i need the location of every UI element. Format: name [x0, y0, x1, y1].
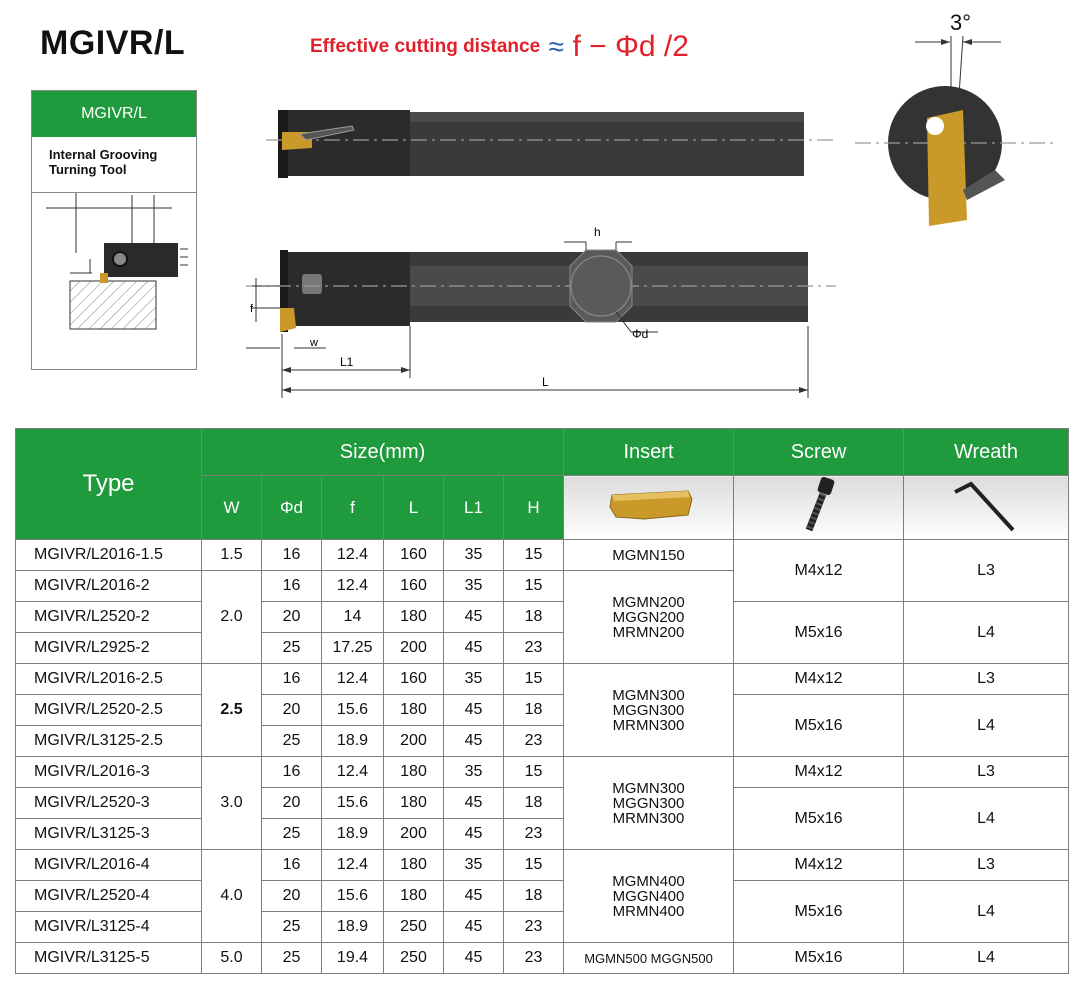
card-description — [32, 137, 196, 177]
cell-phi-d: 25 — [262, 726, 322, 757]
cell-l1: 45 — [444, 602, 504, 633]
header-insert: Insert — [564, 429, 734, 476]
cell-f: 12.4 — [322, 571, 384, 602]
cell-type: MGIVR/L2520-2 — [16, 602, 202, 633]
cell-phi-d: 16 — [262, 664, 322, 695]
cell-wreath: L4 — [904, 602, 1069, 664]
card-desc-line2: Turning Tool — [49, 162, 127, 177]
cell-l: 180 — [384, 757, 444, 788]
card-desc-line1: Internal Grooving — [49, 147, 158, 162]
cell-screw: M4x12 — [734, 664, 904, 695]
page-title: MGIVR/L — [40, 24, 186, 62]
cell-f: 18.9 — [322, 912, 384, 943]
effective-cutting-formula — [310, 30, 689, 64]
cell-phi-d: 25 — [262, 912, 322, 943]
cell-h: 15 — [504, 757, 564, 788]
cell-type: MGIVR/L2016-3 — [16, 757, 202, 788]
cell-f: 17.25 — [322, 633, 384, 664]
cell-insert: MGMN500 MGGN500 — [564, 943, 734, 974]
insert-code: MGGN300 — [612, 794, 685, 812]
table-row — [16, 943, 1069, 974]
cell-h: 23 — [504, 726, 564, 757]
header-wreath: Wreath — [904, 429, 1069, 476]
cell-l1: 45 — [444, 695, 504, 726]
insert-code: MGMN300 — [612, 779, 685, 797]
cell-l: 200 — [384, 819, 444, 850]
cell-f: 15.6 — [322, 788, 384, 819]
table-row — [16, 602, 1069, 633]
cell-l1: 45 — [444, 788, 504, 819]
dim-label-f: f — [250, 303, 254, 315]
insert-code: MRMN400 — [612, 902, 685, 920]
wrench-image-cell — [904, 476, 1069, 540]
header-size: Size(mm) — [202, 429, 564, 476]
table-row — [16, 850, 1069, 881]
dim-label-phi-d: Φd — [632, 327, 649, 341]
cell-l: 200 — [384, 726, 444, 757]
cell-phi-d: 20 — [262, 602, 322, 633]
cell-w: 3.0 — [202, 757, 262, 850]
cell-l1: 45 — [444, 726, 504, 757]
cell-wreath: L3 — [904, 850, 1069, 881]
spec-table — [15, 428, 1069, 974]
insert-code: MGMN400 — [612, 872, 685, 890]
cell-phi-d: 20 — [262, 695, 322, 726]
col-header-f: f — [322, 476, 384, 540]
cell-w: 2.0 — [202, 571, 262, 664]
cell-type: MGIVR/L3125-4 — [16, 912, 202, 943]
cell-h: 15 — [504, 571, 564, 602]
cell-screw: M5x16 — [734, 602, 904, 664]
cell-type: MGIVR/L2016-1.5 — [16, 540, 202, 571]
cell-h: 23 — [504, 912, 564, 943]
cell-l1: 45 — [444, 943, 504, 974]
dim-label-l1: L1 — [340, 355, 354, 369]
cell-screw: M4x12 — [734, 757, 904, 788]
col-header-l: L — [384, 476, 444, 540]
dim-label-h: h — [594, 225, 601, 239]
table-row — [16, 540, 1069, 571]
screw-image-cell — [734, 476, 904, 540]
cell-l: 160 — [384, 664, 444, 695]
insert-image — [604, 485, 694, 525]
cell-type: MGIVR/L2016-2 — [16, 571, 202, 602]
cell-l1: 45 — [444, 912, 504, 943]
cell-phi-d: 16 — [262, 571, 322, 602]
cell-insert — [564, 664, 734, 757]
cell-type: MGIVR/L3125-3 — [16, 819, 202, 850]
tool-end-view — [855, 30, 1055, 230]
cell-phi-d: 16 — [262, 850, 322, 881]
cell-l1: 35 — [444, 850, 504, 881]
cell-f: 15.6 — [322, 695, 384, 726]
cell-f: 14 — [322, 602, 384, 633]
cell-h: 18 — [504, 881, 564, 912]
cell-h: 23 — [504, 943, 564, 974]
header-screw: Screw — [734, 429, 904, 476]
insert-code: MGGN200 — [612, 608, 685, 626]
cell-l: 180 — [384, 695, 444, 726]
cell-insert — [564, 571, 734, 664]
cell-phi-d: 16 — [262, 540, 322, 571]
cell-screw: M5x16 — [734, 943, 904, 974]
cell-l: 250 — [384, 943, 444, 974]
cell-l1: 35 — [444, 757, 504, 788]
cell-phi-d: 20 — [262, 788, 322, 819]
cell-l1: 45 — [444, 819, 504, 850]
cell-f: 12.4 — [322, 850, 384, 881]
angle-label: 3° — [950, 10, 972, 35]
formula-label: Effective cutting distance — [310, 36, 541, 57]
cell-h: 23 — [504, 633, 564, 664]
cell-type: MGIVR/L2520-2.5 — [16, 695, 202, 726]
cell-l: 250 — [384, 912, 444, 943]
cell-insert — [564, 850, 734, 943]
insert-code: MGMN200 — [612, 593, 685, 611]
cell-h: 15 — [504, 850, 564, 881]
cell-wreath: L4 — [904, 943, 1069, 974]
card-title: MGIVR/L — [32, 91, 196, 137]
table-row — [16, 757, 1069, 788]
screw-image — [799, 476, 839, 534]
cell-wreath: L4 — [904, 881, 1069, 943]
cell-l: 160 — [384, 540, 444, 571]
cell-h: 18 — [504, 695, 564, 726]
grooving-schematic-icon — [32, 193, 196, 369]
wrench-image — [951, 476, 1021, 534]
cell-f: 12.4 — [322, 664, 384, 695]
cell-h: 18 — [504, 602, 564, 633]
dim-label-w: w — [310, 337, 318, 349]
insert-code: MRMN300 — [612, 716, 685, 734]
cell-phi-d: 20 — [262, 881, 322, 912]
cell-wreath: L4 — [904, 695, 1069, 757]
cell-l1: 35 — [444, 571, 504, 602]
formula-approx-sign: ≈ — [548, 31, 564, 62]
cell-l: 180 — [384, 850, 444, 881]
insert-code: MRMN300 — [612, 809, 685, 827]
cell-l1: 45 — [444, 633, 504, 664]
cell-h: 15 — [504, 540, 564, 571]
table-row — [16, 695, 1069, 726]
cell-l1: 35 — [444, 540, 504, 571]
cell-insert: MGMN150 — [564, 540, 734, 571]
cell-screw: M5x16 — [734, 695, 904, 757]
tool-type-card — [31, 90, 197, 370]
cell-type: MGIVR/L2520-4 — [16, 881, 202, 912]
col-header-h: H — [504, 476, 564, 540]
formula-expression: f − Φd /2 — [572, 30, 689, 63]
cell-type: MGIVR/L2016-4 — [16, 850, 202, 881]
cell-type: MGIVR/L2925-2 — [16, 633, 202, 664]
cell-f: 15.6 — [322, 881, 384, 912]
cell-h: 15 — [504, 664, 564, 695]
cell-phi-d: 25 — [262, 943, 322, 974]
col-header-w: W — [202, 476, 262, 540]
table-row — [16, 881, 1069, 912]
cell-l: 200 — [384, 633, 444, 664]
table-row — [16, 664, 1069, 695]
cell-h: 18 — [504, 788, 564, 819]
cell-l: 180 — [384, 788, 444, 819]
cell-insert — [564, 757, 734, 850]
cell-l1: 35 — [444, 664, 504, 695]
cell-l: 160 — [384, 571, 444, 602]
cell-screw: M4x12 — [734, 850, 904, 881]
tool-top-view — [266, 104, 836, 184]
cell-h: 23 — [504, 819, 564, 850]
cell-l1: 45 — [444, 881, 504, 912]
cell-wreath: L3 — [904, 664, 1069, 695]
cell-wreath: L4 — [904, 788, 1069, 850]
insert-code: MGGN400 — [612, 887, 685, 905]
cell-w: 2.5 — [202, 664, 262, 757]
insert-code: MRMN200 — [612, 623, 685, 641]
insert-code: MGGN300 — [612, 701, 685, 719]
col-header-phi-d: Φd — [262, 476, 322, 540]
col-header-l1: L1 — [444, 476, 504, 540]
cell-wreath: L3 — [904, 540, 1069, 602]
cell-f: 19.4 — [322, 943, 384, 974]
cell-type: MGIVR/L3125-5 — [16, 943, 202, 974]
cell-l: 180 — [384, 602, 444, 633]
cell-type: MGIVR/L2520-3 — [16, 788, 202, 819]
cell-type: MGIVR/L2016-2.5 — [16, 664, 202, 695]
cell-screw: M4x12 — [734, 540, 904, 602]
table-row — [16, 788, 1069, 819]
header-type: Type — [16, 429, 202, 540]
cell-f: 18.9 — [322, 726, 384, 757]
cell-screw: M5x16 — [734, 881, 904, 943]
cell-screw: M5x16 — [734, 788, 904, 850]
cell-phi-d: 16 — [262, 757, 322, 788]
cell-l: 180 — [384, 881, 444, 912]
insert-code: MGMN300 — [612, 686, 685, 704]
dim-label-l: L — [542, 375, 549, 389]
tool-side-view — [246, 222, 836, 398]
cell-f: 18.9 — [322, 819, 384, 850]
cell-phi-d: 25 — [262, 633, 322, 664]
cell-w: 4.0 — [202, 850, 262, 943]
cell-phi-d: 25 — [262, 819, 322, 850]
cell-w: 1.5 — [202, 540, 262, 571]
cell-f: 12.4 — [322, 540, 384, 571]
cell-w: 5.0 — [202, 943, 262, 974]
cell-f: 12.4 — [322, 757, 384, 788]
cell-type: MGIVR/L3125-2.5 — [16, 726, 202, 757]
insert-image-cell — [564, 476, 734, 540]
cell-wreath: L3 — [904, 757, 1069, 788]
